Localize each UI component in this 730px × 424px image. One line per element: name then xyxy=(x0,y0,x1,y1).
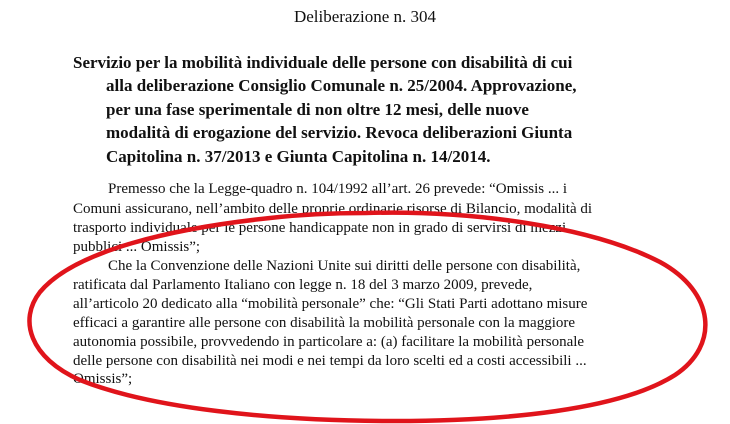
paragraph-line: Che la Convenzione delle Nazioni Unite sui diritti delle persone con disabilità, xyxy=(108,258,581,274)
title-line: alla deliberazione Consiglio Comunale n. 25/2004. Approvazione, xyxy=(106,76,577,95)
paragraph-line: Omissis”; xyxy=(73,371,133,387)
paragraph-line: ratificata dal Parlamento Italiano con legge n. 18 del 3 marzo 2009, prevede, xyxy=(73,277,533,293)
paragraph-line: autonomia possibile, provvedendo in particolare a: (a) facilitare la mobilità personale xyxy=(73,334,585,350)
paragraph-line: all’articolo 20 dedicato alla “mobilità personale” che: “Gli Stati Parti adottano misure xyxy=(73,296,588,312)
paragraph-line: Comuni assicurano, nell’ambito delle proprie ordinarie risorse di Bilancio, modalità di xyxy=(73,201,593,217)
deliberation-number: Deliberazione n. 304 xyxy=(293,7,437,26)
title-line: Servizio per la mobilità individuale delle persone con disabilità di cui xyxy=(73,53,573,72)
paragraph-line: delle persone con disabilità nei modi e nei tempi da loro scelti ed a costi accessibili ... xyxy=(73,353,587,369)
title-line: per una fase sperimentale di non oltre 12 mesi, delle nuove xyxy=(106,100,529,119)
paragraph-line: trasporto individuale per le persone handicappate non in grado di servirsi di mezzi xyxy=(73,220,567,236)
paragraph-line: Premesso che la Legge-quadro n. 104/1992 all’art. 26 prevede: “Omissis ... i xyxy=(108,181,568,197)
paragraph-line: efficaci a garantire alle persone con disabilità la mobilità personale con la maggiore xyxy=(73,315,576,331)
title-line: Capitolina n. 37/2013 e Giunta Capitolina n. 14/2014. xyxy=(106,147,491,166)
title-line: modalità di erogazione del servizio. Revoca deliberazioni Giunta xyxy=(106,123,573,142)
paragraph-line: pubblici ... Omissis”; xyxy=(73,239,201,255)
